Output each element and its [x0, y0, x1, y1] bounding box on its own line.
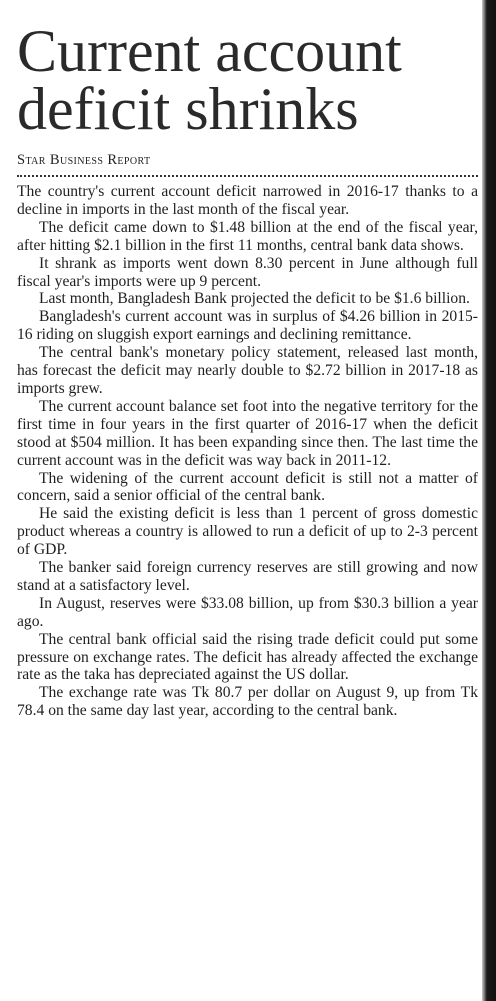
byline: Star Business Report [17, 152, 151, 168]
paragraph: The central bank official said the rising trade deficit could put some pressure on exchange rates. The deficit has already affected the exchange rate as the taka has depreciated against the US dollar. [17, 630, 478, 684]
paragraph: The current account balance set foot into the negative territory for the first time in four years in the first quarter of 2016-17 when the deficit stood at $504 million. It has been expanding since then. The last time the current account was in the deficit was way back in 2011-12. [17, 397, 478, 469]
paragraph: In August, reserves were $33.08 billion, up from $30.3 billion a year ago. [17, 594, 478, 630]
paragraph: The exchange rate was Tk 80.7 per dollar on August 9, up from Tk 78.4 on the same day last year, according to the central bank. [17, 684, 478, 720]
paragraph: He said the existing deficit is less than 1 percent of gross domestic product whereas a country is allowed to run a deficit of up to 2-3 percent of GDP. [17, 505, 478, 559]
paragraph: Last month, Bangladesh Bank projected the deficit to be $1.6 billion. [39, 290, 470, 308]
paragraph: The deficit came down to $1.48 billion at the end of the fiscal year, after hitting $2.1 billion in the first 11 months, central bank data shows. [17, 218, 478, 254]
paragraph: It shrank as imports went down 8.30 percent in June although full fiscal year's imports were up 9 percent. [17, 254, 478, 290]
paragraph: The banker said foreign currency reserves are still growing and now stand at a satisfactory level. [17, 559, 478, 594]
page-edge-shadow [482, 0, 496, 1001]
article [17, 0, 478, 720]
paragraph: The widening of the current account deficit is still not a matter of concern, said a senior official of the central bank. [17, 469, 478, 505]
dotted-divider [17, 175, 478, 177]
paragraph: The central bank's monetary policy statement, released last month, has forecast the deficit may nearly double to $2.72 billion in 2017-18 as imports grew. [17, 344, 478, 397]
paragraph: The country's current account deficit narrowed in 2016-17 thanks to a decline in imports in the last month of the fiscal year. [17, 183, 478, 218]
headline: Current account deficit shrinks [17, 18, 402, 142]
paragraph: Bangladesh's current account was in surplus of $4.26 billion in 2015-16 riding on sluggish export earnings and declining remittance. [17, 308, 478, 344]
article-body [17, 183, 478, 720]
